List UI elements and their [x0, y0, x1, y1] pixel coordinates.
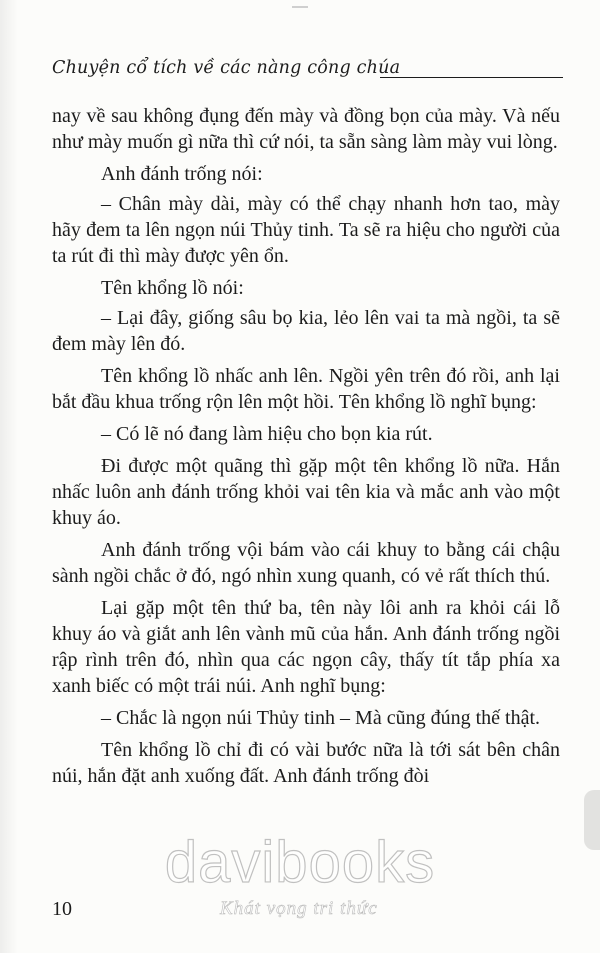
- paragraph: Lại gặp một tên thứ ba, tên này lôi anh ra khỏi cái lỗ khuy áo và giắt anh lên vành mũ của hắn. Anh đánh trống ngồi rập rình trên đó, nhìn qua các ngọn cây, thấy tít tắp phía xa xanh biếc có một trái núi. Anh nghĩ bụng:: [52, 597, 560, 697]
- paragraph: – Có lẽ nó đang làm hiệu cho bọn kia rút.: [101, 423, 433, 445]
- paragraph: Tên khổng lồ chỉ đi có vài bước nữa là tới sát bên chân núi, hắn đặt anh xuống đất. Anh đánh trống đòi: [52, 739, 560, 787]
- paragraph: Anh đánh trống nói:: [101, 163, 263, 185]
- scan-blot: [584, 790, 600, 850]
- paragraph: – Chân mày dài, mày có thể chạy nhanh hơn tao, mày hãy đem ta lên ngọn núi Thủy tinh. Ta sẽ ra hiệu cho người của ta rút đi thì mày được yên ổn.: [52, 193, 560, 267]
- scan-shadow: [0, 0, 18, 953]
- watermark: [150, 828, 450, 948]
- paragraph: nay về sau không đụng đến mày và đồng bọn của mày. Và nếu như mày muốn gì nữa thì cứ nói, ta sẵn sàng làm mày vui lòng.: [52, 105, 560, 153]
- header-rule: [380, 77, 563, 78]
- watermark-slogan: Khát vọng tri thức: [220, 898, 378, 919]
- running-header: [52, 58, 562, 88]
- paragraph: Tên khổng lồ nhấc anh lên. Ngồi yên trên đó rồi, anh lại bắt đầu khua trống rộn lên một hồi. Tên khổng lồ nghĩ bụng:: [52, 365, 560, 413]
- paragraph: Tên khổng lồ nói:: [101, 277, 244, 299]
- page-top-mark: [292, 0, 308, 8]
- body-text: [52, 103, 560, 795]
- paragraph: Anh đánh trống vội bám vào cái khuy to bằng cái chậu sành ngồi chắc ở đó, ngó nhìn xung quanh, có vẻ rất thích thú.: [52, 539, 560, 587]
- paragraph: – Lại đây, giống sâu bọ kia, lẻo lên vai ta mà ngồi, ta sẽ đem mày lên đó.: [52, 307, 560, 355]
- page-number: 10: [52, 898, 72, 920]
- watermark-brand: davibooks: [164, 830, 436, 895]
- running-header-title: Chuyện cổ tích về các nàng công chúa: [52, 58, 401, 78]
- paragraph: Đi được một quãng thì gặp một tên khổng lồ nữa. Hắn nhấc luôn anh đánh trống khỏi vai tên kia và mắc anh vào một khuy áo.: [52, 455, 560, 529]
- paragraph: – Chắc là ngọn núi Thủy tinh – Mà cũng đúng thế thật.: [101, 707, 541, 729]
